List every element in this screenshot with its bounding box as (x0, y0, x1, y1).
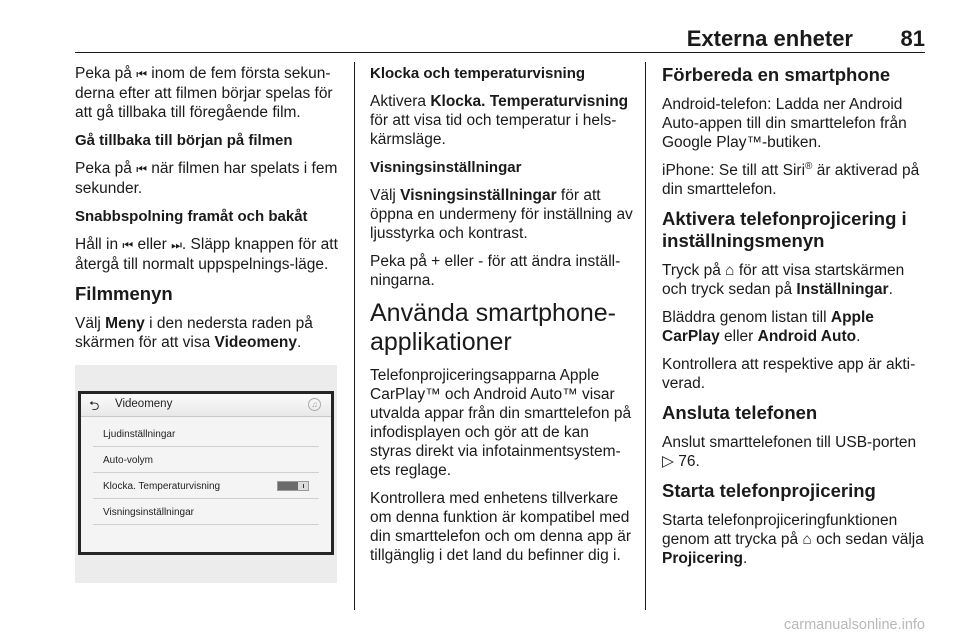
paragraph: Bläddra genom listan till Apple CarPlay eller Android Auto. (662, 309, 874, 345)
paragraph: Välj Meny i den nedersta raden på skärmen för att visa Videomeny. (75, 315, 313, 351)
heading-prepare: Förbereda en smartphone (662, 64, 891, 85)
heading-start: Starta telefonprojicering (662, 480, 876, 501)
home-icon: ⌂ (725, 262, 735, 279)
paragraph: Peka på + eller - för att ändra inställ-ningarna. (370, 253, 621, 289)
paragraph: Tryck på ⌂ för att visa startskärmen och tryck sedan på Inställningar. (662, 262, 905, 298)
column-divider (354, 62, 355, 610)
menu-item[interactable]: Ljudinställningar (93, 421, 319, 447)
page-reference[interactable]: 76 (678, 453, 696, 470)
paragraph: Välj Visningsinställningar för att öppna en undermeny för inställning av ljusstyrka och kontrast. (370, 187, 633, 242)
column-3 (662, 64, 926, 577)
paragraph: Håll in ⏮ eller ⏭. Släpp knappen för att återgå till normalt uppspelnings-läge. (75, 236, 338, 273)
window-title: Videomeny (115, 398, 173, 410)
subheading-fast-forward: Snabbspolning framåt och bakåt (75, 208, 308, 225)
home-icon: ⌂ (802, 531, 812, 548)
watermark: carmanualsonline.info (783, 617, 925, 633)
column-1 (75, 64, 343, 361)
heading-connect: Ansluta telefonen (662, 402, 818, 423)
window-title-bar (81, 394, 331, 417)
menu-item[interactable]: Auto-volym (93, 447, 319, 473)
video-menu-screenshot (75, 365, 337, 583)
heading-film-menu: Filmmenyn (75, 283, 173, 304)
subheading-clock: Klocka och temperaturvisning (370, 65, 586, 82)
back-icon[interactable]: ⮌ (89, 398, 100, 413)
paragraph: Anslut smarttelefonen till USB-porten ▷ 76. (662, 434, 917, 470)
skip-previous-icon: ⏮ (122, 238, 134, 252)
paragraph: Telefonprojiceringsapparna Apple CarPlay™ och Android Auto™ visar utvalda appar från din smarttelefon på infodisplayen och gör att de kan styras direkt via infotainmentsystem-ets reglage. (370, 367, 632, 479)
subheading-restart: Gå tillbaka till början på filmen (75, 132, 293, 149)
paragraph: Starta telefonprojiceringfunktionen genom att trycka på ⌂ och sedan välja Projicering. (662, 512, 924, 567)
page-number: 81 (900, 26, 925, 51)
paragraph: Peka på ⏮ inom de fem första sekun-derna efter att filmen börjar spelas för att gå tillbaka till föregående film. (75, 65, 333, 121)
heading-activate: Aktivera telefonprojicering i inställningsmenyn (662, 208, 907, 251)
paragraph: iPhone: Se till att Siri® är aktiverad på din smarttelefon. (662, 160, 920, 198)
display-frame (78, 391, 334, 555)
skip-previous-icon: ⏮ (136, 162, 147, 176)
menu-item[interactable]: Klocka. Temperaturvisning (93, 473, 319, 499)
paragraph: Android-telefon: Ladda ner Android Auto-appen till din smarttelefon från Google Play™-butiken. (662, 96, 907, 151)
skip-next-icon: ⏭ (171, 238, 182, 252)
paragraph: Kontrollera att respektive app är akti-verad. (662, 356, 916, 392)
header-title: Externa enheter (686, 26, 853, 51)
video-menu-window (81, 394, 331, 552)
column-2 (370, 64, 634, 574)
page-reference-icon: ▷ (662, 453, 679, 470)
column-divider (645, 62, 646, 610)
menu-item[interactable]: Visningsinställningar (93, 499, 319, 525)
subheading-display: Visningsinställningar (370, 159, 522, 176)
music-note-icon[interactable]: ♫ (308, 398, 321, 411)
paragraph: Kontrollera med enhetens tillverkare om denna funktion är kompatibel med din smarttelefon och om denna app är tillgänglig i det land du befinner dig i. (370, 490, 632, 564)
paragraph: Aktivera Klocka. Temperaturvisning för att visa tid och temperatur i hels-kärmsläge. (370, 93, 629, 148)
toggle-switch[interactable] (277, 481, 309, 491)
heading-smartphone-apps: Använda smartphone-applikationer (370, 299, 616, 356)
paragraph: Peka på ⏮ när filmen har spelats i fem sekunder. (75, 160, 338, 197)
skip-previous-icon: ⏮ (136, 67, 147, 81)
page-header (75, 22, 925, 53)
